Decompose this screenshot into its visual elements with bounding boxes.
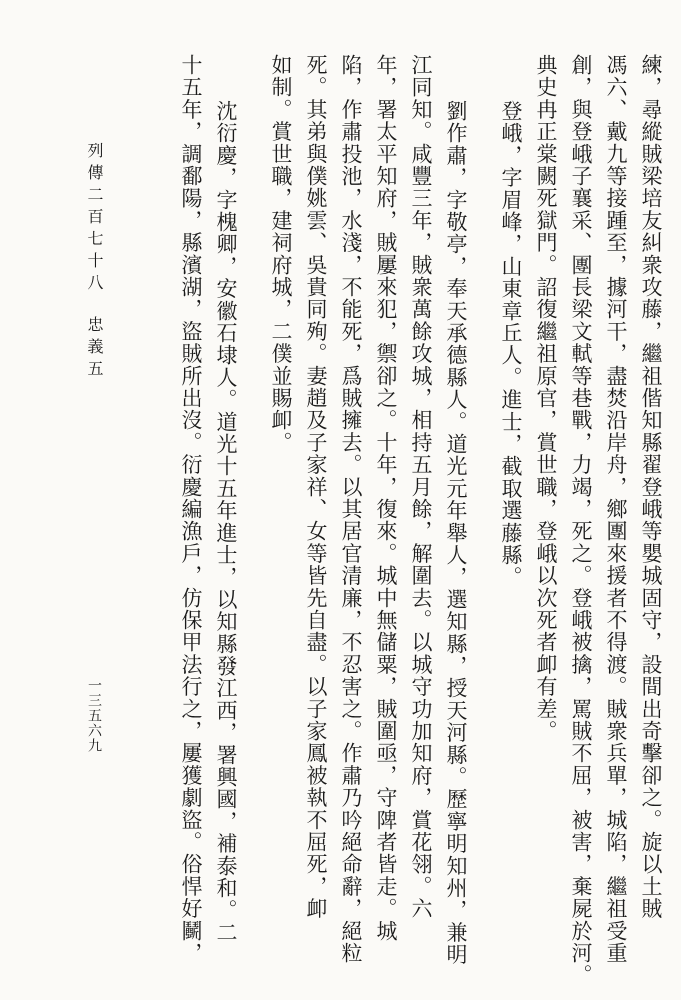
- text-column-5: 登峨，字眉峰，山東章丘人。進士，截取選藤縣。: [499, 100, 523, 589]
- text-column-10: 死。其弟與僕姚雲、吳貴同殉。妻趙及子家祥、女等皆先自盡。以子家鳳被執不屈死，卹: [304, 54, 328, 920]
- section-title: 忠義五: [85, 316, 104, 382]
- text-column-6: 劉作肅，字敬亭，奉天承德縣人。道光元年舉人，選知縣，授天河縣。歷寧明知州，兼明: [444, 100, 468, 966]
- text-column-1: 練，尋縱賊梁培友糾衆攻藤，繼祖偕知縣翟登峨等嬰城固守，設間出奇擊卻之。旋以土賊: [639, 54, 663, 920]
- text-column-12: 沈衍慶，字槐卿，安徽石埭人。道光十五年進士，以知縣發江西，署興國，補泰和。二: [214, 100, 238, 944]
- text-column-7: 江同知。咸豐三年，賊衆萬餘攻城，相持五月餘，解圍去。以城守功加知府，賞花翎。六: [409, 54, 433, 920]
- chapter-title: 列傳二百七十八: [85, 142, 104, 296]
- text-column-9: 陷，作肅投池，水淺，不能死，爲賊擁去。以其居官清廉，不忍害之。作肅乃吟絕命辭，絕粒: [339, 54, 363, 965]
- text-column-2: 馮六、戴九等接踵至，據河干，盡焚沿岸舟，鄉團來援者不得渡。賊衆兵單，城陷，繼祖受重: [604, 54, 628, 965]
- text-column-4: 典史冉正棠闕死獄門。詔復繼祖原官，賞世職，登峨以次死者卹有差。: [534, 54, 558, 743]
- text-column-8: 年，署太平知府，賊屢來犯，禦卻之。十年，復來。城中無儲粟，賊圍亟，守陴者皆走。城: [374, 54, 398, 942]
- text-column-13: 十五年，調鄱陽，縣濱湖，盜賊所出沒。衍慶編漁戶，仿保甲法行之，屢獲劇盜。俗悍好鬭，: [179, 54, 203, 965]
- page-number: 一三五六九: [86, 678, 102, 753]
- text-column-3: 創，與登峨子襄采、團長梁文軾等巷戰，力竭，死之。登峨被擒，罵賊不屈，被害，棄屍於河。: [569, 54, 593, 987]
- text-column-11: 如制。賞世職，建祠府城，二僕並賜卹。: [269, 54, 293, 454]
